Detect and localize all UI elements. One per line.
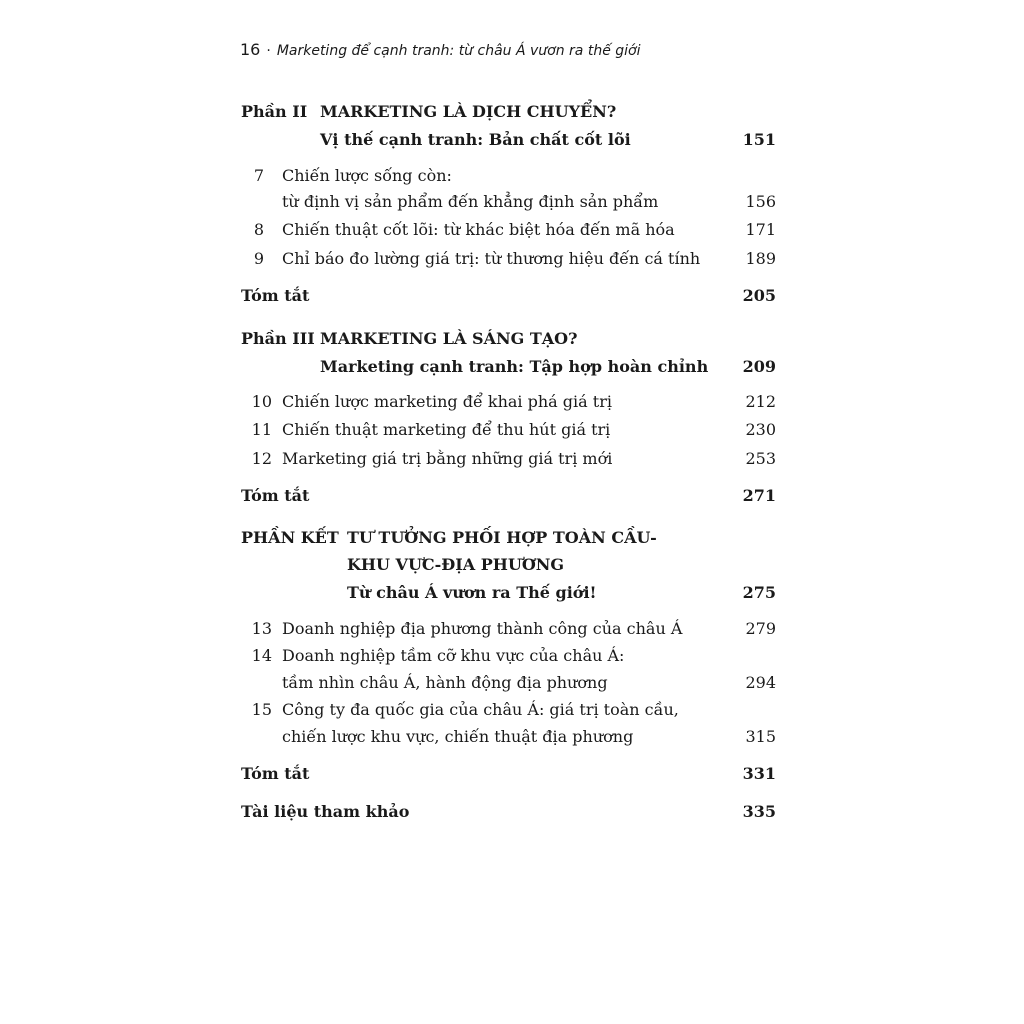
chapter-number: 12 [251, 449, 272, 468]
chapter-page: 171 [745, 220, 776, 239]
running-header [240, 40, 641, 59]
part2-title: MARKETING LÀ DỊCH CHUYỂN? [320, 102, 617, 121]
part3-label: Phần III [241, 329, 315, 348]
chapter-page: 294 [745, 673, 776, 692]
chapter-number: 9 [253, 249, 264, 268]
header-book-title: Marketing để cạnh tranh: từ châu Á vươn ra thế giới [276, 43, 641, 59]
chapter-title-cont: từ định vị sản phẩm đến khẳng định sản phẩm [282, 192, 659, 211]
chapter-title-cont: tầm nhìn châu Á, hành động địa phương [282, 673, 608, 692]
chapter-page: 156 [745, 192, 776, 211]
chapter-title: Doanh nghiệp địa phương thành công của châu Á [282, 619, 683, 638]
chapter-title-cont: chiến lược khu vực, chiến thuật địa phương [282, 727, 634, 746]
chapter-page: 253 [745, 449, 776, 468]
chapter-title: Marketing giá trị bằng những giá trị mới [282, 449, 613, 468]
part3-title: MARKETING LÀ SÁNG TẠO? [320, 329, 578, 348]
final-part-subtitle-page: 275 [742, 583, 776, 602]
references-page: 335 [742, 802, 776, 821]
chapter-number: 10 [251, 392, 272, 411]
chapter-number: 14 [251, 646, 272, 665]
part3-summary-page: 271 [742, 486, 776, 505]
part2-subtitle-page: 151 [742, 130, 776, 149]
chapter-number: 11 [251, 420, 272, 439]
part3-subtitle-page: 209 [742, 357, 776, 376]
part3-summary-label: Tóm tắt [241, 486, 310, 505]
part2-summary-label: Tóm tắt [241, 286, 310, 305]
final-part-subtitle: Từ châu Á vươn ra Thế giới! [347, 583, 597, 602]
part2-summary-page: 205 [742, 286, 776, 305]
chapter-page: 279 [745, 619, 776, 638]
part2-label: Phần II [241, 102, 308, 121]
references-label: Tài liệu tham khảo [241, 802, 410, 821]
final-part-label: PHẦN KẾT [241, 528, 339, 547]
chapter-title: Doanh nghiệp tầm cỡ khu vực của châu Á: [282, 646, 625, 665]
header-page-number: 16 [240, 40, 261, 59]
header-separator: · [266, 43, 271, 59]
final-part-title-cont: KHU VỰC-ĐỊA PHƯƠNG [347, 555, 565, 574]
chapter-title: Chiến thuật marketing để thu hút giá trị [282, 420, 611, 439]
chapter-page: 230 [745, 420, 776, 439]
chapter-title: Chiến lược marketing để khai phá giá trị [282, 392, 612, 411]
chapter-number: 7 [253, 166, 264, 185]
chapter-title: Chỉ báo đo lường giá trị: từ thương hiệu đến cá tính [282, 249, 701, 268]
final-summary-page: 331 [742, 764, 776, 783]
chapter-title: Chiến thuật cốt lõi: từ khác biệt hóa đến mã hóa [282, 220, 675, 239]
chapter-page: 315 [745, 727, 776, 746]
final-part-title: TƯ TƯỞNG PHỐI HỢP TOÀN CẦU- [347, 528, 657, 547]
final-summary-label: Tóm tắt [241, 764, 310, 783]
chapter-number: 15 [251, 700, 272, 719]
part3-subtitle: Marketing cạnh tranh: Tập hợp hoàn chỉnh [320, 357, 709, 376]
chapter-title: Chiến lược sống còn: [282, 166, 452, 185]
chapter-page: 189 [745, 249, 776, 268]
chapter-number: 8 [253, 220, 264, 239]
chapter-page: 212 [745, 392, 776, 411]
chapter-title: Công ty đa quốc gia của châu Á: giá trị toàn cầu, [282, 700, 679, 719]
part2-subtitle: Vị thế cạnh tranh: Bản chất cốt lõi [320, 130, 631, 149]
chapter-number: 13 [251, 619, 272, 638]
